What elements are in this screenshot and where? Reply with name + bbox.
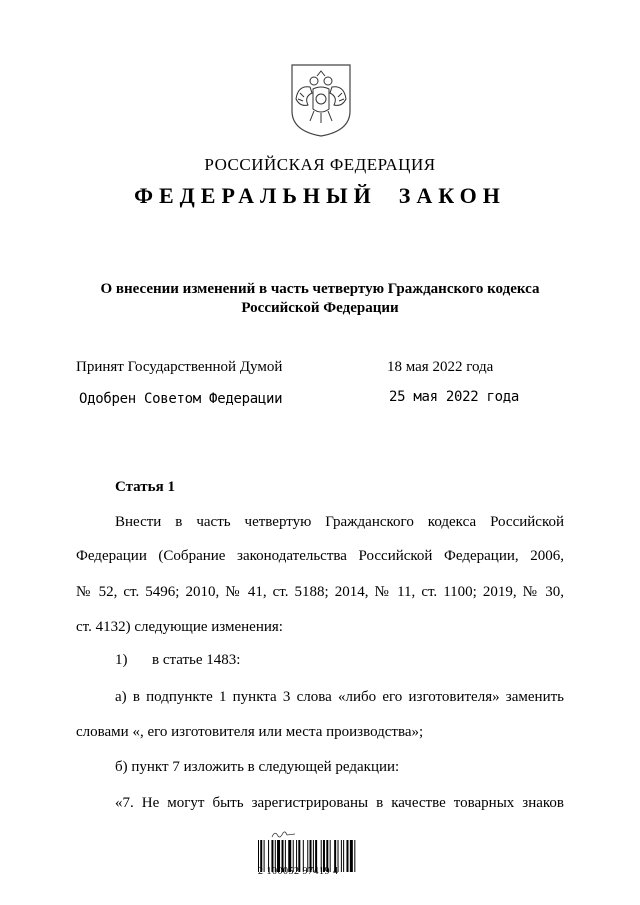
subitem-a-line: а) в подпункте 1 пункта 3 слова «либо его изготовителя» заменить [115, 689, 564, 705]
barcode-number: 2 100052 97419 4 [258, 866, 339, 877]
item-text: в статье 1483: [152, 652, 241, 668]
law-title-line: О внесении изменений в часть четвертую Гражданского кодекса [100, 281, 540, 297]
quoted-text-line: «7. Не могут быть зарегистрированы в качестве товарных знаков [115, 795, 564, 811]
item-number: 1) [115, 652, 128, 668]
duma-adoption-date: 18 мая 2022 года [387, 359, 494, 375]
country-heading: РОССИЙСКАЯ ФЕДЕРАЦИЯ [204, 155, 436, 174]
law-title-line: Российской Федерации [241, 300, 399, 316]
article-text-line: Внести в часть четвертую Гражданского кодекса Российской [115, 514, 564, 530]
coat-of-arms-icon [290, 63, 352, 138]
article-text-line: № 52, ст. 5496; 2010, № 41, ст. 5188; 2014, № 11, ст. 1100; 2019, № 30, [76, 584, 564, 600]
article-text-line: Федерации (Собрание законодательства Российской Федерации, 2006, [76, 548, 564, 564]
council-approval-date: 25 мая 2022 года [389, 389, 520, 405]
document-type-heading [0, 183, 640, 209]
council-approval-label: Одобрен Советом Федерации [79, 391, 283, 407]
subitem-a-line: словами «, его изготовителя или места производства»; [76, 724, 424, 740]
subitem-b: б) пункт 7 изложить в следующей редакции: [115, 759, 400, 775]
signature-mark-icon [271, 828, 297, 840]
law-title [0, 280, 640, 318]
document-type-word-federal: ФЕДЕРАЛЬНЫЙ [134, 183, 377, 208]
duma-adoption-label: Принят Государственной Думой [76, 359, 283, 375]
document-type-word-law: ЗАКОН [398, 183, 506, 208]
article-heading: Статья 1 [115, 479, 175, 495]
article-text-line: ст. 4132) следующие изменения: [76, 619, 283, 635]
